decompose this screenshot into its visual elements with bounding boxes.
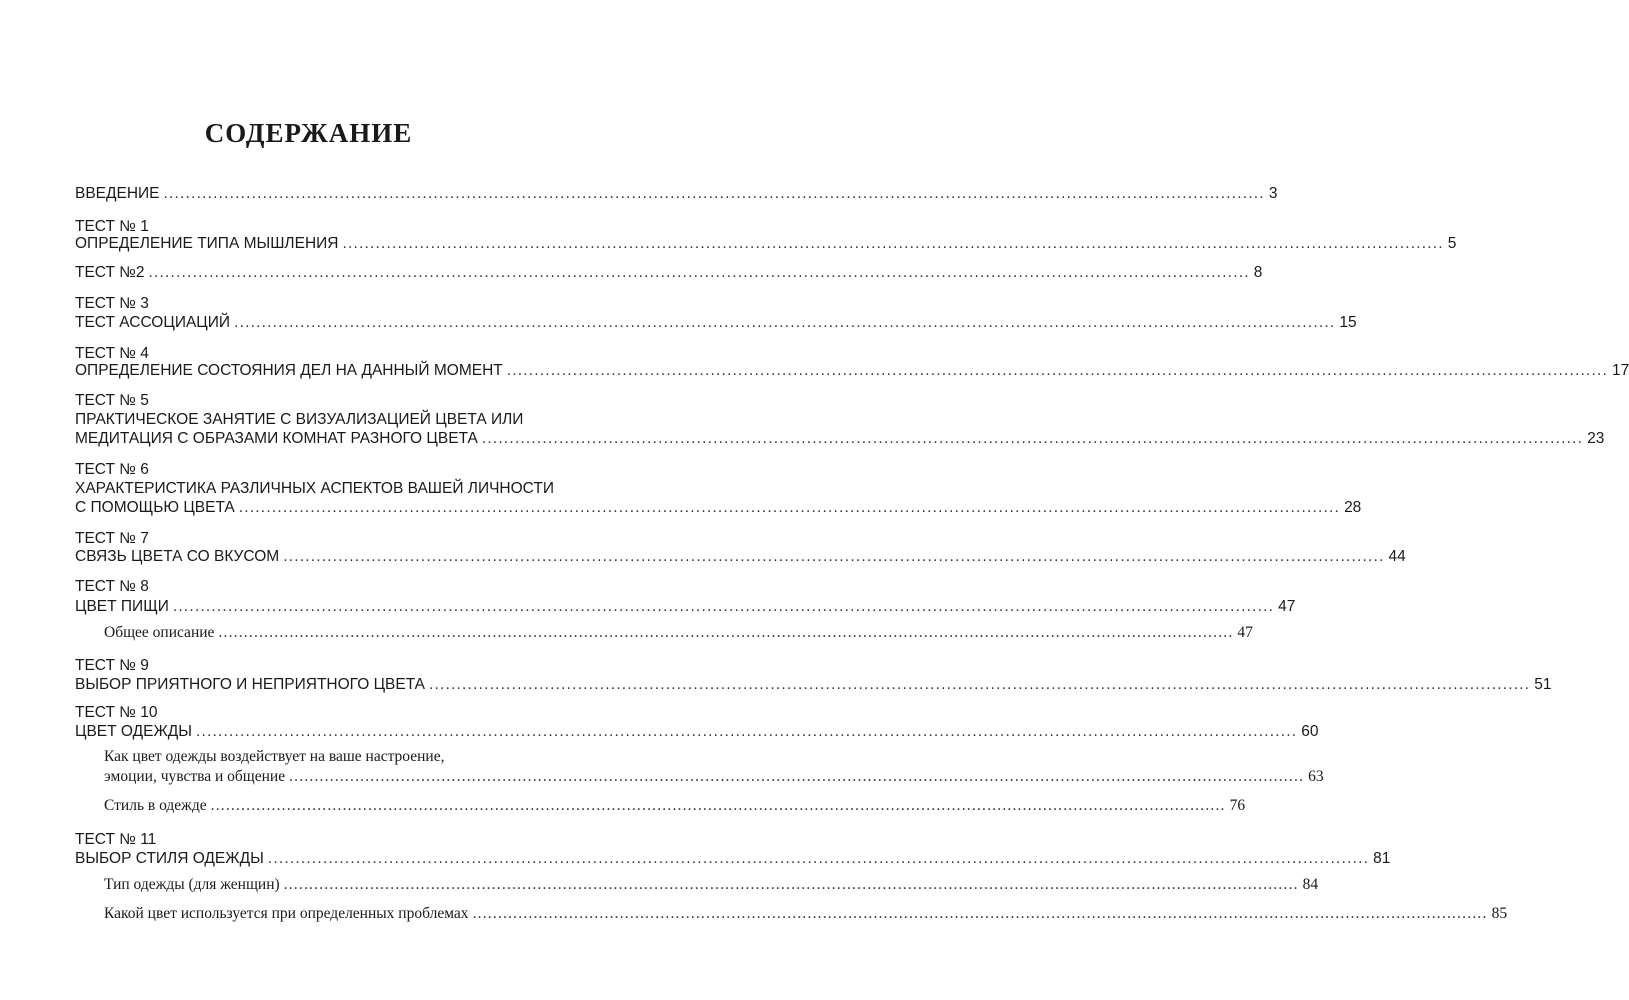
- toc-entry[interactable]: [75, 428, 1605, 450]
- toc-entry-label: СВЯЗЬ ЦВЕТА СО ВКУСОМ: [75, 548, 280, 565]
- toc-entry-label: эмоции, чувства и общение: [104, 768, 286, 785]
- leader-dots: ........................................................................................................................................................................................................: [210, 797, 1226, 814]
- toc-entry[interactable]: [75, 360, 1629, 382]
- toc-heading: ТЕСТ № 4: [75, 345, 149, 362]
- toc-entry-page: 81: [1373, 850, 1391, 867]
- leader-dots: ........................................................................................................................................................................................................: [283, 876, 1299, 893]
- leader-dots: ........................................................................................................................................................................................................: [429, 676, 1531, 693]
- toc-subentry[interactable]: [104, 622, 1253, 644]
- toc-heading: ТЕСТ № 10: [75, 704, 158, 721]
- toc-entry-page: 5: [1447, 235, 1457, 252]
- page-title: СОДЕРЖАНИЕ: [204, 118, 413, 148]
- toc-entry[interactable]: [75, 262, 1263, 284]
- toc-heading: ТЕСТ № 1: [75, 218, 149, 235]
- toc-entry-label: Какой цвет используется при определенных проблемах: [104, 905, 469, 922]
- toc-entry[interactable]: [75, 848, 1391, 870]
- toc-heading: ТЕСТ № 9: [75, 657, 149, 674]
- toc-subentry[interactable]: [104, 874, 1319, 896]
- toc-entry[interactable]: [75, 312, 1357, 334]
- toc-entry-label: МЕДИТАЦИЯ С ОБРАЗАМИ КОМНАТ РАЗНОГО ЦВЕТА: [75, 430, 478, 447]
- toc-subentry[interactable]: [104, 766, 1324, 788]
- leader-dots: ........................................................................................................................................................................................................: [218, 624, 1234, 641]
- toc-heading: ТЕСТ № 7: [75, 530, 149, 547]
- toc-entry-label: С ПОМОЩЬЮ ЦВЕТА: [75, 499, 235, 516]
- toc-entry-page: 63: [1308, 768, 1324, 785]
- toc-entry-label: ОПРЕДЕЛЕНИЕ ТИПА МЫШЛЕНИЯ: [75, 235, 339, 252]
- toc-entry-label: ЦВЕТ ОДЕЖДЫ: [75, 723, 192, 740]
- leader-dots: ........................................................................................................................................................................................................: [148, 264, 1250, 281]
- toc-entry-page: 23: [1587, 430, 1605, 447]
- toc-entry-label: ТЕСТ АССОЦИАЦИЙ: [75, 314, 231, 331]
- toc-entry-page: 28: [1344, 499, 1362, 516]
- toc-entry-page: 76: [1229, 797, 1246, 814]
- toc-entry-label: ВЫБОР СТИЛЯ ОДЕЖДЫ: [75, 850, 264, 867]
- toc-entry-page: 60: [1301, 723, 1319, 740]
- toc-entry-label: ТЕСТ №2: [75, 264, 145, 281]
- leader-dots: ........................................................................................................................................................................................................: [238, 499, 1341, 516]
- toc-entry-label: ВВЕДЕНИЕ: [75, 185, 160, 202]
- toc-subentry[interactable]: [104, 903, 1508, 925]
- toc-heading: ХАРАКТЕРИСТИКА РАЗЛИЧНЫХ АСПЕКТОВ ВАШЕЙ ЛИЧНОСТИ: [75, 480, 554, 497]
- toc-entry[interactable]: [75, 721, 1319, 743]
- toc-entry-page: 85: [1491, 905, 1508, 922]
- toc-subheading: Как цвет одежды воздействует на ваше настроение,: [104, 748, 445, 765]
- leader-dots: ........................................................................................................................................................................................................: [472, 905, 1488, 922]
- toc-entry-page: 3: [1268, 185, 1278, 202]
- leader-dots: ........................................................................................................................................................................................................: [342, 235, 1444, 252]
- toc-heading: ТЕСТ № 5: [75, 392, 149, 409]
- toc-heading: ПРАКТИЧЕСКОЕ ЗАНЯТИЕ С ВИЗУАЛИЗАЦИЕЙ ЦВЕТА ИЛИ: [75, 411, 524, 428]
- toc-entry[interactable]: [75, 596, 1296, 618]
- toc-entry[interactable]: [75, 233, 1457, 255]
- toc-entry-page: 8: [1253, 264, 1263, 281]
- toc-entry[interactable]: [75, 497, 1362, 519]
- leader-dots: ........................................................................................................................................................................................................: [172, 598, 1275, 615]
- toc-entry-label: ВЫБОР ПРИЯТНОГО И НЕПРИЯТНОГО ЦВЕТА: [75, 676, 426, 693]
- leader-dots: ........................................................................................................................................................................................................: [506, 362, 1609, 379]
- toc-entry[interactable]: [75, 546, 1406, 568]
- toc-entry-label: ЦВЕТ ПИЩИ: [75, 598, 169, 615]
- toc-subentry[interactable]: [104, 795, 1246, 817]
- leader-dots: ........................................................................................................................................................................................................: [289, 768, 1305, 785]
- toc-entry-page: 44: [1388, 548, 1406, 565]
- toc-heading: ТЕСТ № 6: [75, 461, 149, 478]
- toc-entry-page: 47: [1237, 624, 1253, 641]
- toc-entry-page: 47: [1278, 598, 1296, 615]
- toc-entry-page: 84: [1302, 876, 1319, 893]
- toc-entry-label: ОПРЕДЕЛЕНИЕ СОСТОЯНИЯ ДЕЛ НА ДАННЫЙ МОМЕНТ: [75, 362, 503, 379]
- leader-dots: ........................................................................................................................................................................................................: [163, 185, 1265, 202]
- leader-dots: ........................................................................................................................................................................................................: [283, 548, 1385, 565]
- toc-heading: ТЕСТ № 11: [75, 831, 157, 848]
- toc-heading: ТЕСТ № 3: [75, 295, 149, 312]
- toc-entry-intro[interactable]: [75, 183, 1278, 205]
- leader-dots: ........................................................................................................................................................................................................: [481, 430, 1584, 447]
- toc-heading: ТЕСТ № 8: [75, 578, 149, 595]
- toc-entry-page: 15: [1339, 314, 1357, 331]
- leader-dots: ........................................................................................................................................................................................................: [196, 723, 1298, 740]
- toc-entry-page: 17: [1612, 362, 1629, 379]
- toc-entry-label: Тип одежды (для женщин): [104, 876, 280, 893]
- toc-entry-label: Стиль в одежде: [104, 797, 207, 814]
- toc-entry-page: 51: [1534, 676, 1552, 693]
- leader-dots: ........................................................................................................................................................................................................: [234, 314, 1336, 331]
- toc-entry[interactable]: [75, 674, 1552, 696]
- toc-entry-label: Общее описание: [104, 624, 215, 641]
- leader-dots: ........................................................................................................................................................................................................: [267, 850, 1370, 867]
